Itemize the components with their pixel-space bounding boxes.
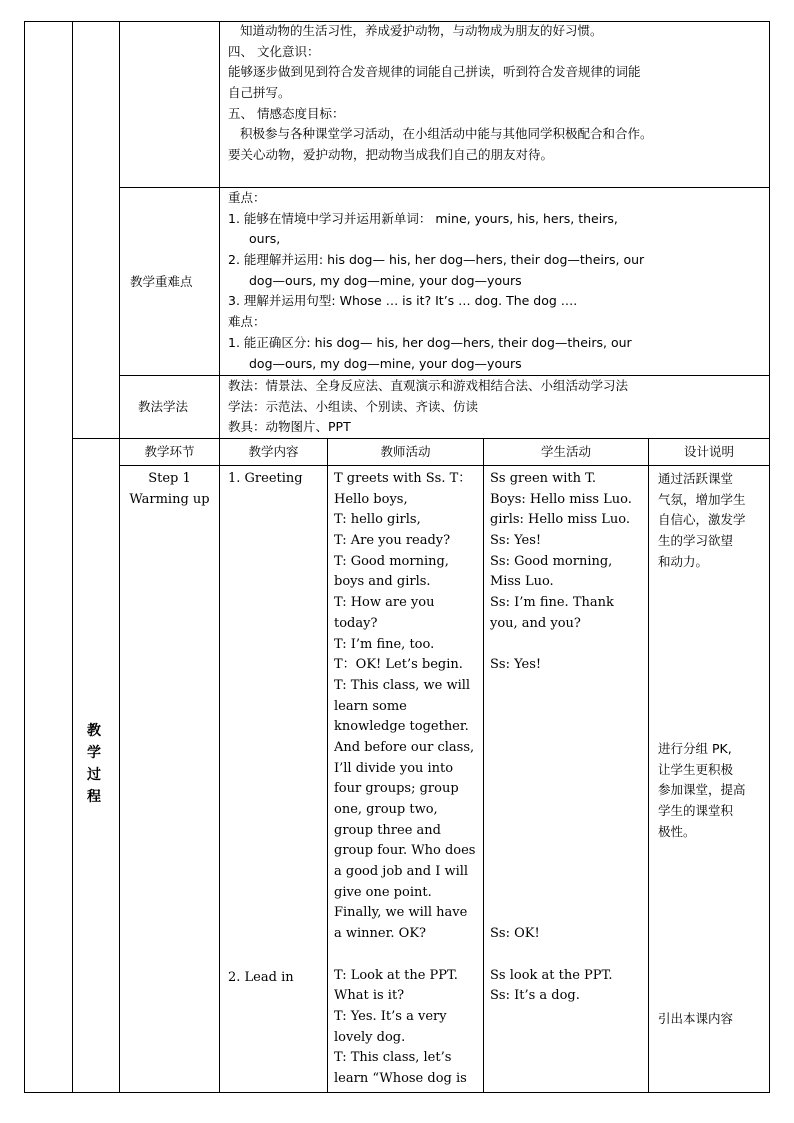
table-border-left xyxy=(24,21,25,1093)
column-divider xyxy=(219,21,220,1093)
activity-line: today? xyxy=(334,615,378,631)
activity-line: T: Look at the PPT. xyxy=(334,967,458,983)
teacher-activity-text xyxy=(334,469,476,1090)
header-stage: 教学环节 xyxy=(144,444,195,459)
key-points-text: 重点： 1. 能够在情境中学习并运用新单词： mine, yours, his, hers, theirs, ours, 2. 能理解并运用: his dog— his, her dog—hers, their dog—theirs, our dog—ours, my dog—mine, your dog—yours 3. 理解并运用句型: Whose … is it? It’s … dog. The dog …. 难点： 1. 能正确区分: his dog— his, her dog—hers, their dog—theirs, our dog—ours, my dog—mine, your dog—yours xyxy=(228,190,645,371)
activity-line: Ss: Good morning, xyxy=(490,553,613,569)
design-note-lead-in: 引出本课内容 xyxy=(658,1011,734,1026)
column-divider xyxy=(327,438,328,1093)
activity-line xyxy=(490,697,638,718)
activity-line: Miss Luo. xyxy=(490,574,554,590)
activity-line: group four. Who does xyxy=(334,843,476,859)
activity-line xyxy=(490,759,638,780)
table-border-right xyxy=(769,21,770,1093)
row-divider xyxy=(72,438,770,439)
header-divider xyxy=(119,465,770,466)
column-divider xyxy=(119,21,120,1093)
activity-line: Ss look at the PPT. xyxy=(490,967,613,983)
activity-line: I’ll divide you into xyxy=(334,760,454,776)
activity-line xyxy=(490,862,638,883)
table-border-bottom xyxy=(24,1092,770,1093)
activity-line xyxy=(490,635,638,656)
activity-line: Ss green with T. xyxy=(490,471,597,486)
activity-line: you, and you? xyxy=(490,615,581,631)
activity-line xyxy=(490,800,638,821)
activity-line: T greets with Ss. T： xyxy=(334,471,472,486)
teaching-process-label: 教 学 过 程 xyxy=(87,723,101,805)
header-student-activity: 学生活动 xyxy=(540,444,591,459)
activity-line: T：OK! Let’s begin. xyxy=(334,657,463,673)
activity-line: learn some xyxy=(334,698,407,714)
objectives-text: 知道动物的生活习性，养成爱护动物，与动物成为朋友的好习惯。 四、 文化意识： 能够逐步做到见到符合发音规律的词能自己拼读，听到符合发音规律的词能 自己拼写。 五、 情感态度目标： 积极参与各种课堂学习活动，在小组活动中能与其他同学积极配合和合作。 要关心动物，爱护动物，把动物当成我们自己的朋友对待。 xyxy=(228,23,653,163)
methods-text: 教法：情景法、全身反应法、直观演示和游戏相结合法、小组活动学习法 学法：示范法、小组读、个别读、齐读、仿读 教具：动物图片、PPT xyxy=(228,378,629,435)
activity-line: T: Yes. It’s a very xyxy=(334,1008,447,1024)
activity-line: Ss: I’m fine. Thank xyxy=(490,595,614,611)
activity-line xyxy=(490,779,638,800)
activity-line: lovely dog. xyxy=(334,1029,406,1045)
activity-line: T: This class, we will xyxy=(334,677,471,693)
activity-line: Ss: It’s a dog. xyxy=(490,988,580,1004)
header-teacher-activity: 教师活动 xyxy=(380,444,431,459)
header-content: 教学内容 xyxy=(248,444,299,459)
activity-line xyxy=(490,883,638,904)
activity-line: Boys: Hello miss Luo. xyxy=(490,491,632,507)
column-divider xyxy=(648,438,649,1093)
activity-line xyxy=(334,945,476,966)
activity-line: knowledge together. xyxy=(334,719,469,735)
activity-line: T: This class, let’s xyxy=(334,1050,452,1066)
activity-line: T: Good morning, xyxy=(334,553,449,569)
activity-line: And before our class, xyxy=(334,739,475,755)
header-design-notes: 设计说明 xyxy=(683,444,734,459)
activity-line: a winner. OK? xyxy=(334,926,426,942)
activity-line xyxy=(490,841,638,862)
activity-line: T: Are you ready? xyxy=(334,533,451,549)
activity-line: Ss: OK! xyxy=(490,926,540,942)
activity-line: group three and xyxy=(334,822,441,838)
activity-line: Ss: Yes! xyxy=(490,657,542,673)
activity-line: girls: Hello miss Luo. xyxy=(490,512,631,528)
column-divider xyxy=(72,21,73,1093)
activity-line xyxy=(490,676,638,697)
activity-line: Finally, we will have xyxy=(334,905,468,921)
activity-line: give one point. xyxy=(334,884,432,900)
activity-line: T: How are you xyxy=(334,595,435,611)
activity-line: four groups; group xyxy=(334,781,459,797)
activity-line: one, group two, xyxy=(334,802,438,817)
step-label: Step 1 Warming up xyxy=(129,471,210,507)
activity-line xyxy=(490,903,638,924)
activity-line xyxy=(490,821,638,842)
student-activity-text xyxy=(490,469,638,1007)
content-lead-in: 2. Lead in xyxy=(228,970,294,985)
activity-line: Ss: Yes! xyxy=(490,533,542,549)
activity-line: Hello boys, xyxy=(334,491,408,507)
activity-line: What is it? xyxy=(334,988,405,1004)
activity-line xyxy=(490,738,638,759)
design-note-group-pk: 进行分组 PK, 让学生更积极 参加课堂，提高 学生的课堂积 极性。 xyxy=(658,741,746,839)
design-note-warmup: 通过活跃课堂 气氛，增加学生 自信心，激发学 生的学习欲望 和动力。 xyxy=(658,471,746,569)
content-greeting: 1. Greeting xyxy=(228,471,303,486)
activity-line: T: hello girls, xyxy=(334,512,421,528)
activity-line xyxy=(490,945,638,966)
activity-line xyxy=(490,717,638,738)
activity-line: learn “Whose dog is xyxy=(334,1070,467,1086)
activity-line: T: I’m fine, too. xyxy=(334,636,435,652)
methods-label: 教法学法 xyxy=(138,399,189,414)
column-divider xyxy=(483,438,484,1093)
activity-line: boys and girls. xyxy=(334,574,431,590)
activity-line: a good job and I will xyxy=(334,864,469,880)
key-points-label: 教学重难点 xyxy=(130,274,193,289)
